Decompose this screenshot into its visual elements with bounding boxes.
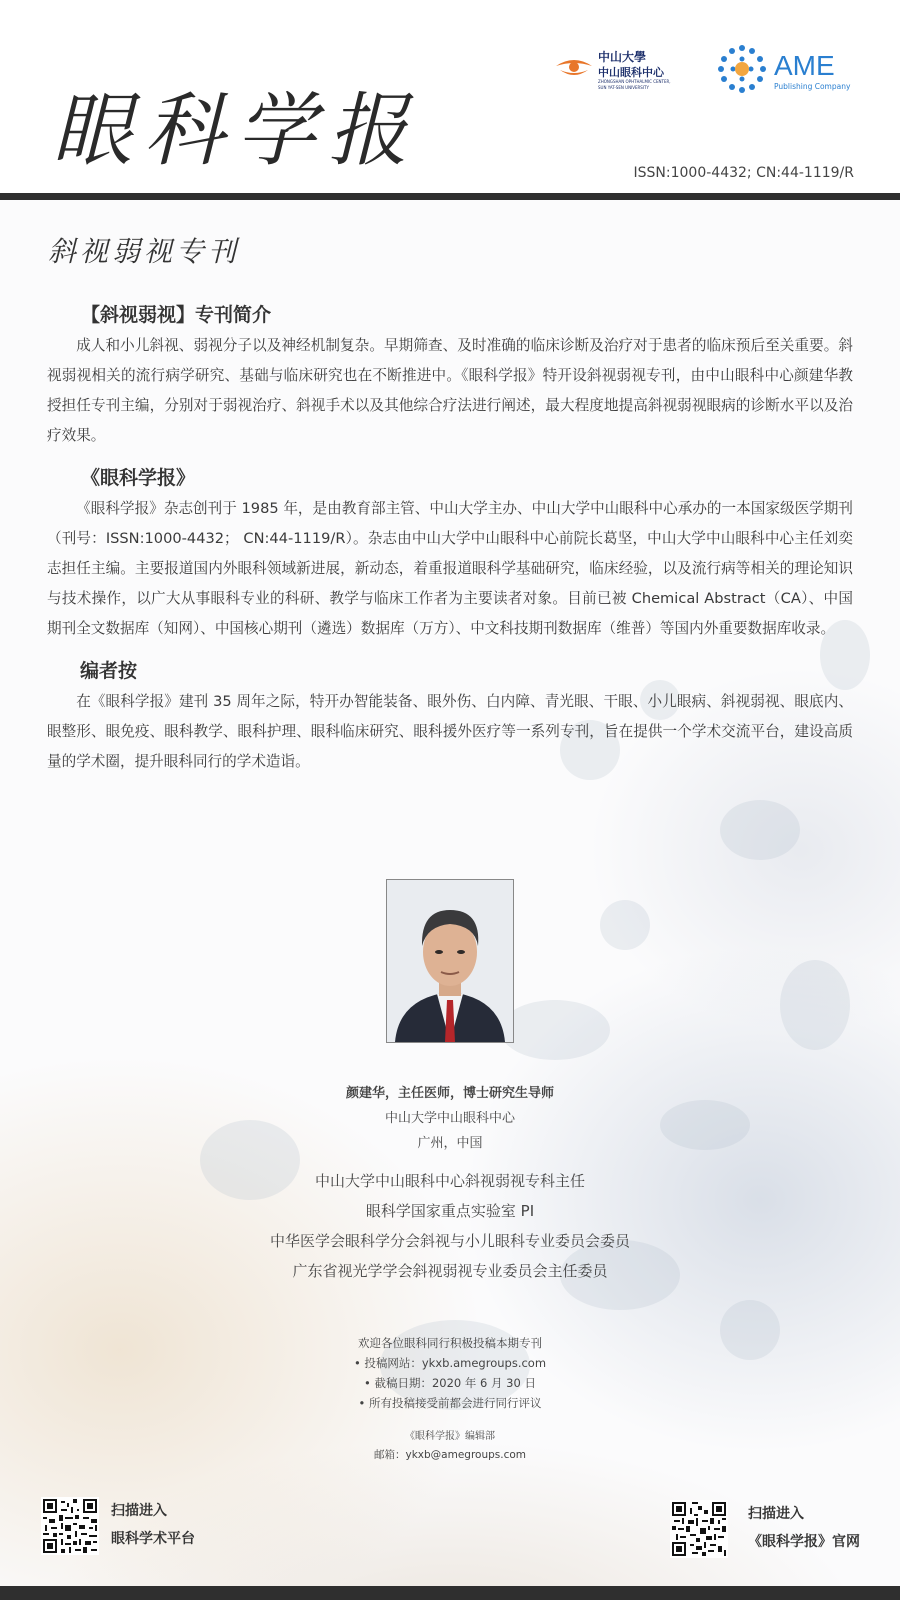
editor-role: 广东省视光学学会斜视弱视专业委员会主任委员 xyxy=(292,1262,608,1280)
editor-affiliation: 中山大学中山眼科中心 xyxy=(384,1111,515,1126)
right-qr-line1: 扫描进入 xyxy=(748,1506,804,1522)
header xyxy=(0,0,900,190)
zhongshan-logo xyxy=(554,48,694,94)
editor-role: 中华医学会眼科学分会斜视与小儿眼科专业委员会委员 xyxy=(269,1232,630,1250)
main-content xyxy=(47,300,853,777)
zs-logo-line1: 中山大學 xyxy=(598,50,647,64)
submission-invite: 欢迎各位眼科同行积极投稿本期专刊 xyxy=(358,1336,542,1350)
editor-portrait-photo xyxy=(386,879,514,1043)
editorial-email[interactable]: 邮箱：ykxb@amegroups.com xyxy=(373,1449,527,1461)
journal-heading: 《眼科学报》 xyxy=(81,467,196,489)
header-divider xyxy=(0,193,900,200)
ame-logo-sub: Publishing Company xyxy=(774,82,851,91)
eye-icon xyxy=(554,54,594,84)
footer-bar xyxy=(0,1586,900,1600)
submission-website[interactable]: • 投稿网站：ykxb.amegroups.com xyxy=(353,1356,547,1370)
zs-logo-line4: SUN YAT-SEN UNIVERSITY xyxy=(598,85,649,90)
journal-website-qr-code[interactable] xyxy=(670,1500,728,1558)
left-qr-caption xyxy=(111,1497,195,1553)
right-qr-caption xyxy=(748,1500,860,1556)
ame-logo xyxy=(716,44,856,94)
editor-note-heading: 编者按 xyxy=(80,660,138,682)
ame-dots-icon xyxy=(716,44,768,94)
left-qr-line2: 眼科学术平台 xyxy=(111,1531,195,1547)
issn-text: ISSN:1000-4432; CN:44-1119/R xyxy=(633,165,854,181)
section-title: 斜视弱视专刊 xyxy=(48,235,241,268)
editor-location: 广州，中国 xyxy=(417,1136,483,1151)
editor-role: 中山大学中山眼科中心斜视弱视专科主任 xyxy=(314,1172,585,1190)
right-qr-line2: 《眼科学报》官网 xyxy=(748,1534,860,1550)
ame-logo-name: AME xyxy=(774,50,835,81)
intro-heading: 【斜视弱视】专刊简介 xyxy=(81,304,272,326)
editor-name-title: 颜建华，主任医师，博士研究生导师 xyxy=(345,1086,554,1101)
zs-logo-line3: ZHONGSHAN OPHTHALMIC CENTER, xyxy=(598,79,671,84)
peer-review-note: • 所有投稿接受前都会进行同行评议 xyxy=(358,1396,542,1410)
left-qr-line1: 扫描进入 xyxy=(111,1503,167,1519)
journal-masthead: 眼科学报 xyxy=(52,84,420,177)
intro-paragraph: 成人和小儿斜视、弱视分子以及神经机制复杂。早期筛查、及时准确的临床诊断及治疗对于患者的临床预后至关重要。斜视弱视相关的流行病学研究、基础与临床研究也在不断推进中。《眼科学报》特开设斜视弱视专刊，由中山眼科中心颜建华教授担任专刊主编，分别对于弱视治疗、斜视手术以及其他综合疗法进行阐述，最大程度地提高斜视弱视眼病的诊断水平以及治疗效果。 xyxy=(47,337,853,444)
zs-logo-line2: 中山眼科中心 xyxy=(598,66,664,79)
academic-platform-qr-code[interactable] xyxy=(41,1497,99,1555)
journal-paragraph: 《眼科学报》杂志创刊于 1985 年，是由教育部主管、中山大学主办、中山大学中山眼科中心承办的一本国家级医学期刊（刊号：ISSN:1000-4432； CN:44-1119/R）。杂志由中山大学中山眼科中心前院长葛坚，中山大学中山眼科中心主任刘奕志担任主编。主要报道国内外眼科领域新进展，新动态，着重报道眼科学基础研究，临床经验，以及流行病等相关的理论知识与技术操作，以广大从事眼科专业的科研、教学与临床工作者为主要读者对象。目前已被 Chemical Abstract（CA）、中国期刊全文数据库（知网）、中国核心期刊（遴选）数据库（万方）、中文科技期刊数据库（维普）等国内外重要数据库收录。 xyxy=(47,500,853,637)
editorial-dept: 《眼科学报》编辑部 xyxy=(405,1431,495,1442)
submission-deadline: • 截稿日期：2020 年 6 月 30 日 xyxy=(364,1376,536,1390)
editor-role: 眼科学国家重点实验室 PI xyxy=(365,1202,535,1220)
editor-note-paragraph: 在《眼科学报》建刊 35 周年之际，特开办智能装备、眼外伤、白内障、青光眼、干眼、小儿眼病、斜视弱视、眼底内、眼整形、眼免疫、眼科教学、眼科护理、眼科临床研究、眼科援外医疗等一系列专刊，旨在提供一个学术交流平台，建设高质量的学术圈，提升眼科同行的学术造诣。 xyxy=(47,693,853,770)
